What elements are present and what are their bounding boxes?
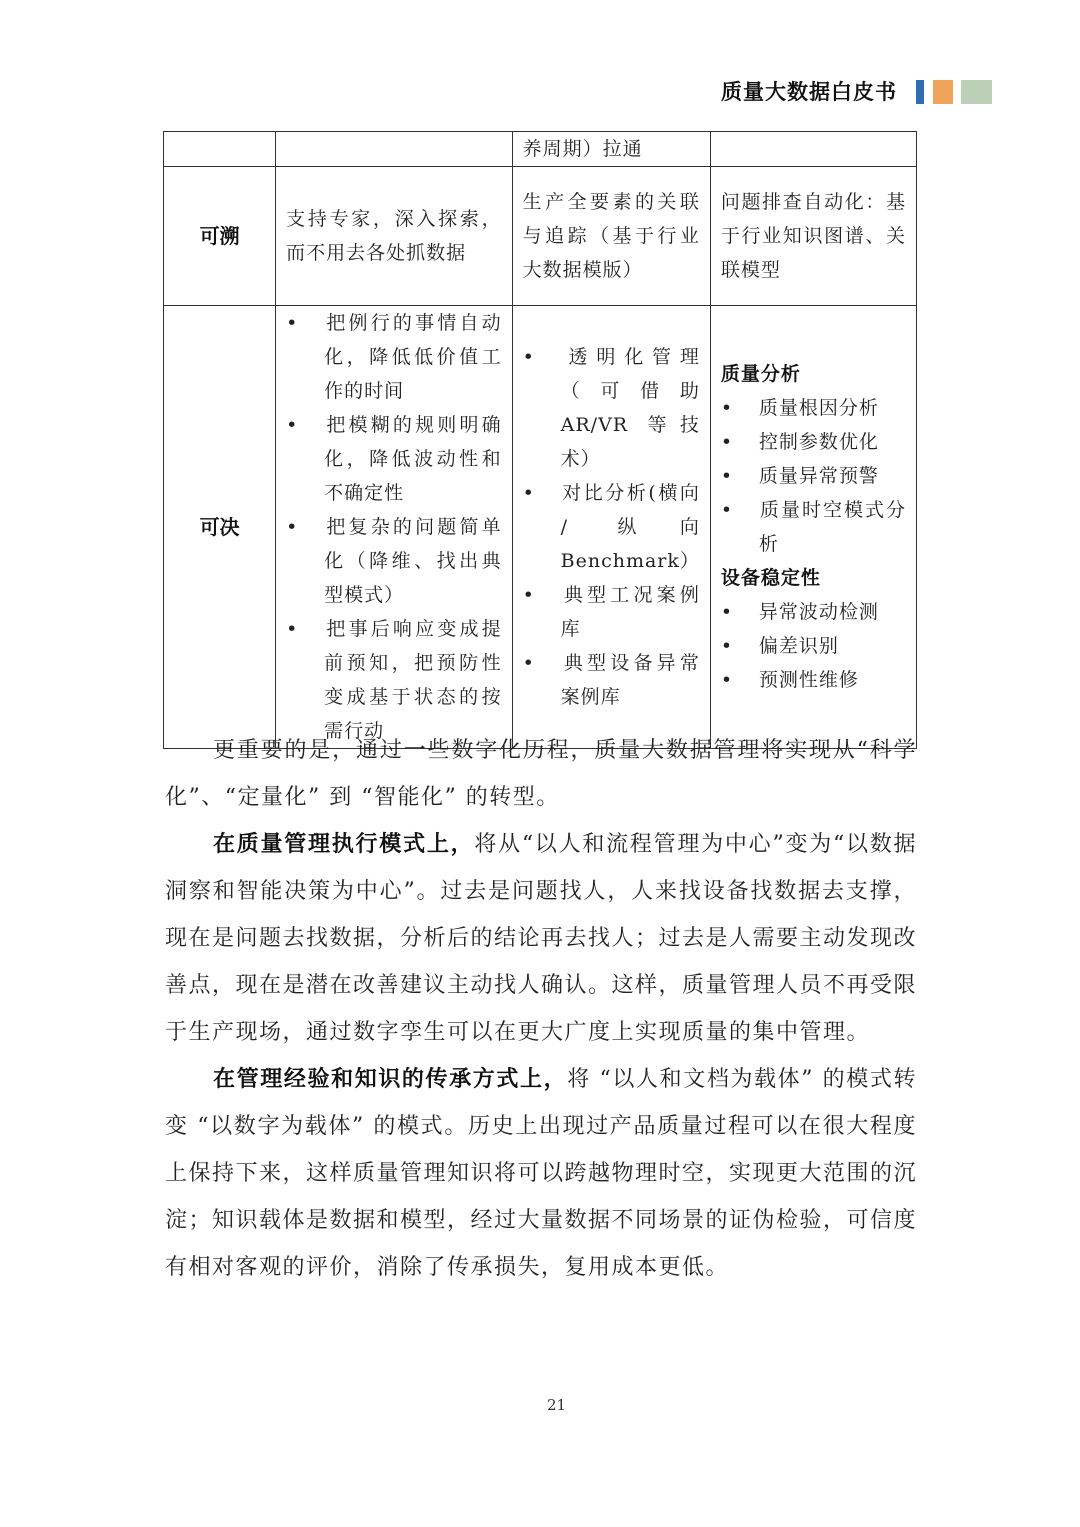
bullet-text: 把复杂的问题简单化（降维、找出典型模式） — [324, 516, 502, 606]
bullet-item — [721, 459, 906, 493]
paragraph-text: 更重要的是，通过一些数字化历程，质量大数据管理将实现从“科学化”、“定量化” 到 “智能化” 的转型。 — [165, 738, 917, 810]
cell-text: 问题排查自动化：基于行业知识图谱、关联模型 — [720, 191, 906, 281]
bullet-icon: • — [720, 601, 734, 623]
bullet-item — [286, 408, 502, 510]
bullet-item — [523, 578, 700, 646]
bullet-icon: • — [522, 482, 535, 504]
bullet-text: 质量异常预警 — [758, 465, 879, 487]
paragraph — [165, 1056, 917, 1291]
header-title: 质量大数据白皮书 — [721, 80, 897, 104]
bullet-item — [721, 493, 906, 561]
bullet-icon: • — [286, 312, 299, 334]
cell-traceable-desc — [276, 167, 513, 306]
bullet-text: 典型设备异常案例库 — [560, 652, 700, 708]
cell-empty — [276, 132, 513, 167]
header-accent-bar-green — [961, 80, 992, 104]
bullet-icon: • — [522, 584, 535, 606]
paragraph-text: 将 “以人和文档为载体” 的模式转变 “以数字为载体” 的模式。历史上出现过产品质量过程可以在很大程度上保持下来，这样质量管理知识将可以跨越物理时空，实现更大范围的沉淀；知识载体是数据和模型，经过大量数据不同场景的证伪检验，可信度有相对客观的评价，消除了传承损失，复用成本更低。 — [165, 1067, 918, 1280]
table-row-continued — [164, 132, 917, 167]
cell-continued-text — [512, 132, 710, 167]
paragraph-lead: 在管理经验和知识的传承方式上， — [213, 1067, 568, 1092]
bullet-item — [721, 663, 906, 697]
bullet-icon: • — [720, 431, 734, 453]
cell-traceable-method — [512, 167, 710, 306]
bullet-item — [286, 306, 502, 408]
bullet-text: 把模糊的规则明确化，降低波动性和不确定性 — [324, 414, 502, 504]
paragraph — [165, 821, 917, 1056]
paragraph-text: 将从“以人和流程管理为中心”变为“以数据洞察和智能决策为中心”。过去是问题找人，人来找设备找数据去支撑，现在是问题去找数据，分析后的结论再去找人；过去是人需要主动发现改善点，现在是潜在改善建议主动找人确认。这样，质量管理人员不再受限于生产现场，通过数字孪生可以在更大广度上实现质量的集中管理。 — [165, 832, 918, 1045]
row-label-traceable: 可溯 — [164, 167, 276, 306]
bullet-text: 典型工况案例库 — [560, 584, 700, 640]
row-label-decidable: 可决 — [164, 306, 276, 749]
bullet-item — [721, 425, 906, 459]
bullet-icon: • — [720, 397, 734, 419]
bullet-icon: • — [720, 465, 734, 487]
bullet-text: 预测性维修 — [758, 669, 859, 691]
cell-text: 生产全要素的关联与追踪（基于行业大数据模版） — [522, 191, 700, 281]
cell-empty — [710, 132, 916, 167]
bullet-text: 控制参数优化 — [758, 431, 879, 453]
header-accent-bar-blue — [916, 80, 924, 104]
bullet-icon: • — [286, 414, 299, 436]
bullet-text: 质量根因分析 — [758, 397, 879, 419]
cell-decidable-applications — [710, 306, 916, 749]
body-text — [165, 727, 917, 1291]
bullet-icon: • — [720, 669, 734, 691]
bullet-text: 异常波动检测 — [758, 601, 879, 623]
bullet-item — [721, 595, 906, 629]
table-row-traceable — [164, 167, 917, 306]
capability-table — [163, 131, 917, 749]
bullet-icon: • — [522, 346, 535, 368]
group-heading: 设备稳定性 — [720, 567, 821, 589]
bullet-item — [523, 646, 700, 714]
bullet-text: 偏差识别 — [758, 635, 839, 657]
cell-decidable-goals — [276, 306, 513, 749]
page-header — [0, 78, 1080, 108]
bullet-icon: • — [720, 635, 734, 657]
paragraph-lead: 在质量管理执行模式上， — [213, 832, 475, 857]
bullet-icon: • — [286, 516, 299, 538]
bullet-text: 对比分析(横向 / 纵向 Benchmark） — [560, 482, 700, 572]
bullet-text: 透明化管理（可借助 AR/VR 等技术） — [560, 346, 700, 470]
bullet-item — [721, 629, 906, 663]
page-number: 21 — [546, 1396, 567, 1414]
header-accent-bar-orange — [933, 80, 953, 104]
bullet-text: 把事后响应变成提前预知，把预防性变成基于状态的按需行动 — [324, 618, 502, 742]
cell-decidable-methods — [512, 306, 710, 749]
group-heading: 质量分析 — [720, 363, 801, 385]
row-label — [164, 132, 276, 167]
bullet-item — [286, 510, 502, 612]
bullet-text: 质量时空模式分析 — [758, 499, 906, 555]
table-row-decidable — [164, 306, 917, 749]
cell-traceable-application — [710, 167, 916, 306]
bullet-icon: • — [286, 618, 299, 640]
paragraph — [165, 727, 917, 821]
bullet-item — [523, 476, 700, 578]
cell-text: 支持专家，深入探索，而不用去各处抓数据 — [286, 208, 502, 264]
bullet-icon: • — [720, 499, 734, 521]
bullet-text: 把例行的事情自动化，降低低价值工作的时间 — [324, 312, 502, 402]
cell-text: 养周期）拉通 — [522, 138, 643, 160]
bullet-item — [721, 391, 906, 425]
bullet-icon: • — [522, 652, 535, 674]
bullet-item — [523, 340, 700, 476]
